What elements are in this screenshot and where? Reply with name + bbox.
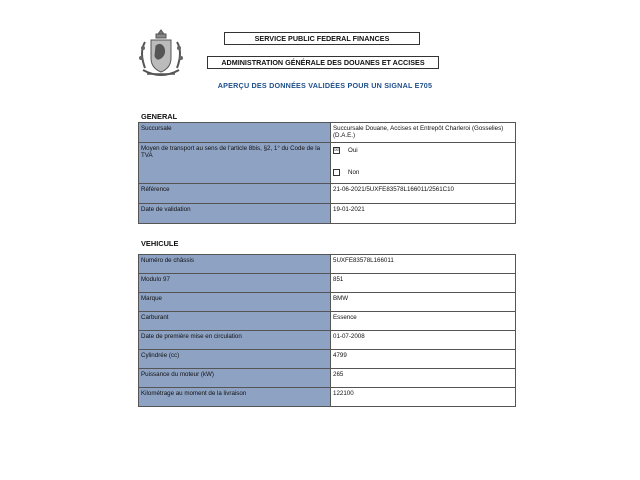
vehicule-row-value: 01-07-2008 [331,331,516,350]
vehicule-row-label: Date de première mise en circulation [139,331,331,350]
option-non [333,167,513,177]
reference-value: 21-06-2021/5UXFE83578L166011/2561C10 [331,184,516,204]
succursale-label: Succursale [139,123,331,143]
moyen-transport-options [331,143,516,184]
vehicule-row-value: 851 [331,274,516,293]
service-title: SERVICE PUBLIC FEDERAL FINANCES [224,32,420,45]
succursale-value: Succursale Douane, Accises et Entrepôt Charleroi (Gosselies) (D.A.E.) [331,123,516,143]
checkbox-oui: ☒ [334,146,339,153]
vehicule-row-label: Modulo 97 [139,274,331,293]
moyen-transport-label: Moyen de transport au sens de l'article 8bis, §2, 1° du Code de la TVA [139,143,331,184]
section-title-general: GENERAL [141,112,178,121]
vehicule-row-value: BMW [331,293,516,312]
vehicule-row-value: 122100 [331,388,516,407]
vehicule-table [138,254,516,407]
vehicule-row-label: Numéro de châssis [139,255,331,274]
section-title-vehicule: VEHICULE [141,239,179,248]
vehicule-row-label: Kilométrage au moment de la livraison [139,388,331,407]
vehicule-row-value: 265 [331,369,516,388]
vehicule-row-label: Carburant [139,312,331,331]
date-validation-label: Date de validation [139,204,331,224]
option-oui-label: Oui [348,146,358,154]
vehicule-row-value: 4799 [331,350,516,369]
vehicule-row-label: Marque [139,293,331,312]
vehicule-row-value: 5UXFE83578L166011 [331,255,516,274]
option-non-label: Non [348,168,360,176]
vehicule-row-value: Essence [331,312,516,331]
belgian-coat-of-arms-logo [137,28,185,82]
date-validation-value: 19-01-2021 [331,204,516,224]
vehicule-row-label: Cylindrée (cc) [139,350,331,369]
document-subtitle: APERÇU DES DONNÉES VALIDÉES POUR UN SIGNAL E705 [217,81,433,90]
vehicule-row-label: Puissance du moteur (kW) [139,369,331,388]
reference-label: Référence [139,184,331,204]
administration-title: ADMINISTRATION GÉNÉRALE DES DOUANES ET ACCISES [207,56,439,69]
checkbox-non [333,169,340,176]
option-oui [333,145,513,155]
general-table [138,122,516,224]
